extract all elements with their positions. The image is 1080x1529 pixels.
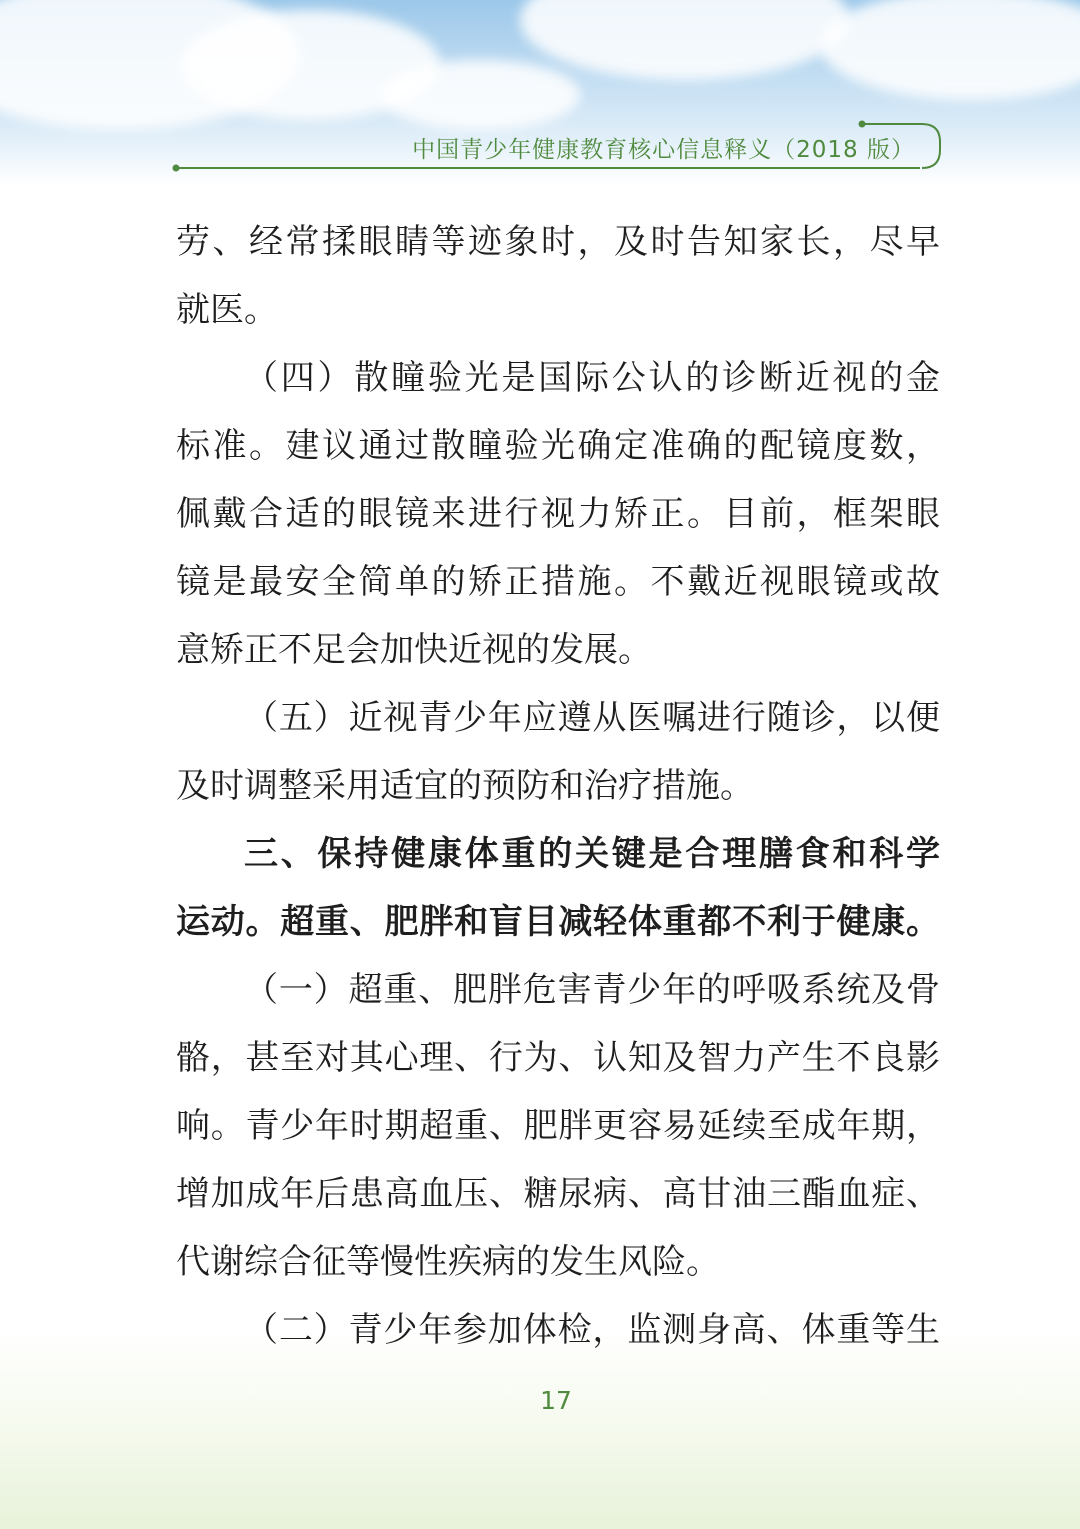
section-heading-line [176, 888, 940, 956]
paragraph-line [176, 1024, 940, 1092]
header-rule [0, 0, 1080, 200]
paragraph-line [176, 1296, 940, 1364]
paragraph-line [176, 1228, 940, 1296]
paragraph-line [176, 344, 940, 412]
paragraph-line [176, 1160, 940, 1228]
text-line: （一）超重、肥胖危害青少年的呼吸系统及骨 [244, 970, 940, 1010]
paragraph-line [176, 1092, 940, 1160]
section-heading-line [176, 820, 940, 888]
paragraph-line [176, 412, 940, 480]
text-line: 响。青少年时期超重、肥胖更容易延续至成年期， [176, 1106, 940, 1146]
paragraph-line [176, 684, 940, 752]
paragraph-line [176, 956, 940, 1024]
paragraph-line [176, 276, 940, 344]
text-line: 三、保持健康体重的关键是合理膳食和科学 [244, 834, 940, 874]
paragraph-line [176, 548, 940, 616]
paragraph-line [176, 752, 940, 820]
paragraph-line [176, 480, 940, 548]
body-text [176, 208, 940, 1364]
text-line: （二）青少年参加体检，监测身高、体重等生 [244, 1310, 940, 1350]
text-line: 镜是最安全简单的矫正措施。不戴近视眼镜或故 [176, 562, 940, 602]
text-line: 代谢综合征等慢性疾病的发生风险。 [176, 1242, 720, 1282]
text-line: 增加成年后患高血压、糖尿病、高甘油三酯血症、 [176, 1174, 940, 1214]
book-title: 中国青少年健康教育核心信息释义（2018 版） [412, 137, 915, 163]
text-line: （五）近视青少年应遵从医嘱进行随诊，以便 [244, 698, 940, 738]
paragraph-line [176, 616, 940, 684]
text-line: 意矫正不足会加快近视的发展。 [176, 630, 652, 670]
text-line: （四）散瞳验光是国际公认的诊断近视的金 [244, 358, 940, 398]
text-line: 劳、经常揉眼睛等迹象时，及时告知家长，尽早 [176, 222, 940, 262]
text-line: 及时调整采用适宜的预防和治疗措施。 [176, 766, 754, 806]
text-line: 运动。超重、肥胖和盲目减轻体重都不利于健康。 [176, 902, 940, 942]
text-line: 就医。 [176, 290, 278, 330]
paragraph-line [176, 208, 940, 276]
text-line: 佩戴合适的眼镜来进行视力矫正。目前，框架眼 [176, 494, 940, 534]
text-line: 标准。建议通过散瞳验光确定准确的配镜度数， [176, 426, 940, 466]
page-number: 17 [540, 1386, 572, 1415]
text-line: 骼，甚至对其心理、行为、认知及智力产生不良影 [176, 1038, 940, 1078]
